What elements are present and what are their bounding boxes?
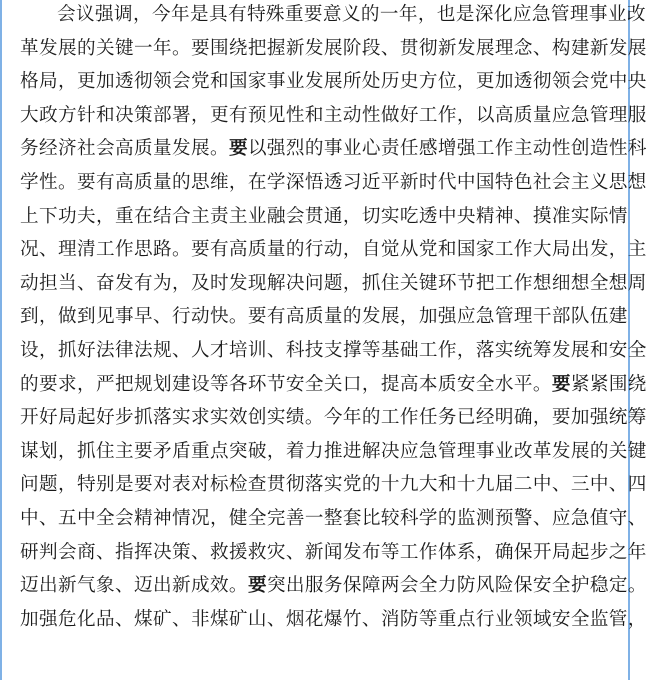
text-segment: 紧紧围绕 — [570, 373, 647, 395]
article-body — [20, 0, 647, 636]
text-segment: 的要求，严把规划建设等各环节安全关口，提高本质安全水平。 — [20, 373, 552, 395]
emphasis-keyword: 要 — [247, 575, 267, 597]
paragraph-line: 到，做到见事早、行动快。要有高质量的发展，加强应急管理干部队伍建 — [20, 306, 628, 328]
paragraph-line: 大政方针和决策部署，更有预见性和主动性做好工作，以高质量应急管理服 — [20, 104, 647, 126]
paragraph-line: 会议强调，今年是具有特殊重要意义的一年，也是深化应急管理事业改 — [57, 4, 646, 25]
paragraph-line: 问题，特别是要对表对标检查贯彻落实党的十九大和十九届二中、三中、四 — [20, 474, 647, 496]
paragraph-line: 动担当、奋发有为，及时发现解决问题，抓住关键环节把工作想细想全想周 — [20, 272, 647, 294]
text-segment: 迈出新气象、迈出新成效。 — [20, 575, 248, 597]
paragraph-line: 加强危化品、煤矿、非煤矿山、烟花爆竹、消防等重点行业领域安全监管， — [20, 608, 647, 630]
paragraph-line: 开好局起好步抓落实求实效创实绩。今年的工作任务已经明确，要加强统筹 — [20, 407, 647, 429]
paragraph-line: 学性。要有高质量的思维，在学深悟透习近平新时代中国特色社会主义思想 — [20, 171, 647, 193]
text-segment: 务经济社会高质量发展。 — [20, 138, 229, 160]
paragraph-line: 设，抓好法律法规、人才培训、科技支撑等基础工作，落实统筹发展和安全 — [20, 339, 647, 361]
paragraph-line: 况、理清工作思路。要有高质量的行动，自觉从党和国家工作大局出发，主 — [20, 239, 647, 261]
text-segment: 突出服务保障两会全力防风险保安全护稳定。 — [266, 575, 647, 597]
paragraph-line — [20, 368, 647, 402]
paragraph-line: 格局，更加透彻领会党和国家事业发展所处历史方位，更加透彻领会党中央 — [20, 71, 647, 93]
text-segment: 以强烈的事业心责任感增强工作主动性创造性科 — [247, 138, 647, 160]
paragraph-line: 谋划，抓住主要矛盾重点突破，着力推进解决应急管理事业改革发展的关键 — [20, 440, 647, 462]
paragraph-line: 上下功夫，重在结合主责主业融会贯通，切实吃透中央精神、摸准实际情 — [20, 205, 628, 227]
paragraph-line — [20, 132, 647, 166]
emphasis-keyword: 要 — [228, 138, 248, 160]
paragraph-line — [20, 569, 647, 603]
emphasis-keyword: 要 — [551, 373, 571, 395]
paragraph-line: 革发展的关键一年。要围绕把握新发展阶段、贯彻新发展理念、构建新发展 — [20, 37, 647, 59]
paragraph-line: 中、五中全会精神情况，健全完善一整套比较科学的监测预警、应急值守、 — [20, 507, 647, 529]
paragraph-line: 研判会商、指挥决策、救援救灾、新闻发布等工作体系，确保开局起步之年 — [20, 541, 647, 563]
